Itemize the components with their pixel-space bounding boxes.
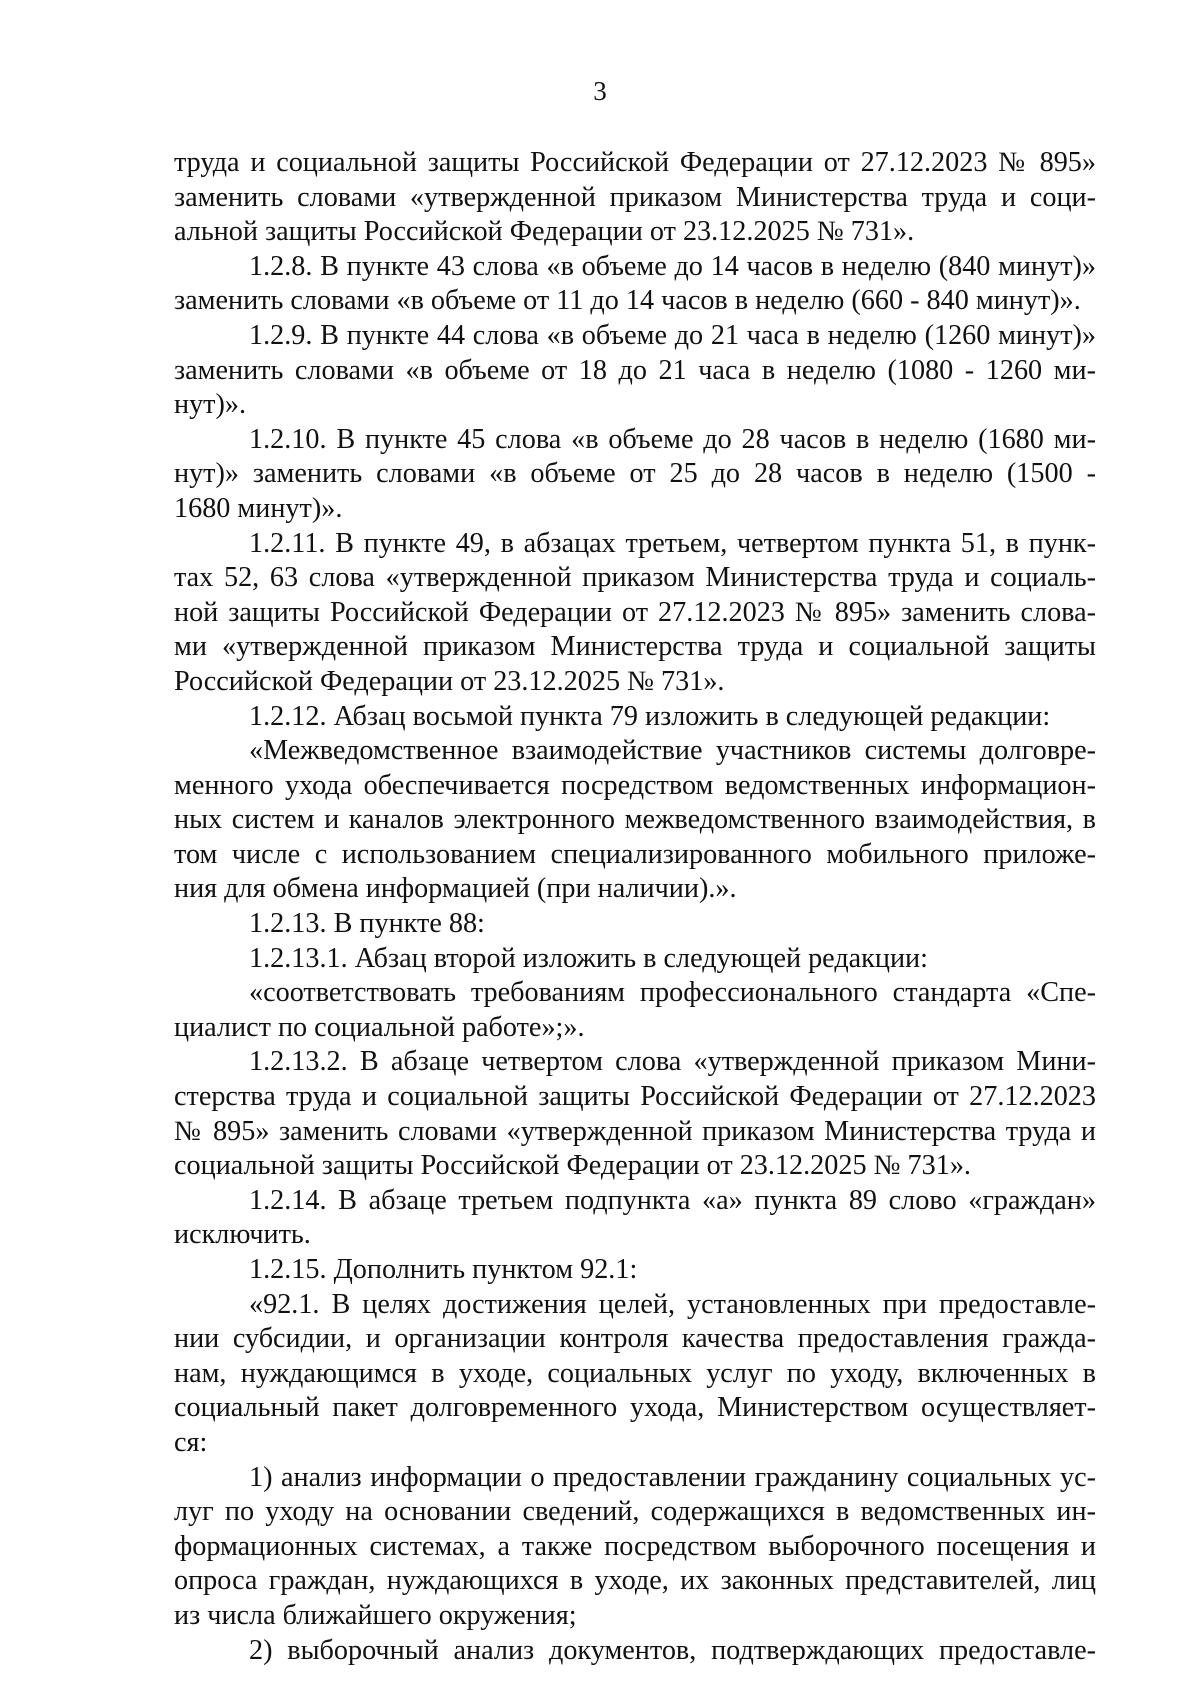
text-line: луг по уходу на основании сведений, содержащихся в ведомственных ин- xyxy=(174,1496,1096,1528)
text-line: из числа ближайшего окружения; xyxy=(174,1599,577,1631)
text-line: ся: xyxy=(174,1426,208,1458)
text-line: том числе с использованием специализированного мобильного приложе- xyxy=(174,838,1096,870)
text-line: формационных системах, а также посредством выборочного посещения и xyxy=(174,1530,1096,1562)
text-line: опроса граждан, нуждающихся в уходе, их законных представителей, лиц xyxy=(174,1565,1096,1597)
text-line: нам, нуждающимся в уходе, социальных услуг по уходу, включенных в xyxy=(174,1357,1096,1389)
text-line: нии субсидии, и организации контроля качества предоставления гражда- xyxy=(174,1323,1096,1355)
text-line: стерства труда и социальной защиты Российской Федерации от 27.12.2023 xyxy=(174,1081,1096,1113)
text-line: 1.2.13. В пункте 88: xyxy=(249,908,485,940)
text-line: 1680 минут)». xyxy=(174,492,343,524)
document-body xyxy=(174,146,1096,1668)
page-number: 3 xyxy=(593,76,607,106)
text-line: 2) выборочный анализ документов, подтверждающих предоставле- xyxy=(249,1634,1096,1666)
text-line: тах 52, 63 слова «утвержденной приказом Министерства труда и социаль- xyxy=(174,562,1096,594)
text-line: 1.2.8. В пункте 43 слова «в объеме до 14 часов в неделю (840 минут)» xyxy=(249,250,1096,282)
text-line: «соответствовать требованиям профессионального стандарта «Спе- xyxy=(249,977,1096,1009)
text-line: заменить словами «утвержденной приказом Министерства труда и соци- xyxy=(174,181,1096,213)
text-line: ми «утвержденной приказом Министерства труда и социальной защиты xyxy=(174,631,1096,663)
text-line: № 895» заменить словами «утвержденной приказом Министерства труда и xyxy=(174,1115,1096,1147)
text-line: «92.1. В целях достижения целей, установленных при предоставле- xyxy=(249,1288,1096,1320)
text-line: 1.2.15. Дополнить пунктом 92.1: xyxy=(249,1254,638,1285)
text-line: исключить. xyxy=(174,1219,311,1251)
text-line: Российской Федерации от 23.12.2025 № 731». xyxy=(174,665,725,697)
text-line: заменить словами «в объеме от 18 до 21 часа в неделю (1080 - 1260 ми- xyxy=(174,354,1096,386)
text-line: ных систем и каналов электронного межведомственного взаимодействия, в xyxy=(174,804,1096,836)
text-line: ния для обмена информацией (при наличии).». xyxy=(174,873,737,905)
text-line: нут)». xyxy=(174,389,247,421)
text-line: 1.2.11. В пункте 49, в абзацах третьем, четвертом пункта 51, в пунк- xyxy=(249,527,1096,559)
text-line: заменить словами «в объеме от 11 до 14 часов в неделю (660 - 840 минут)». xyxy=(174,285,1081,317)
text-line: 1) анализ информации о предоставлении гражданину социальных ус- xyxy=(249,1461,1096,1493)
text-line: 1.2.12. Абзац восьмой пункта 79 изложить в следующей редакции: xyxy=(249,700,1051,732)
text-line: труда и социальной защиты Российской Федерации от 27.12.2023 № 895» xyxy=(174,147,1096,178)
text-line: ной защиты Российской Федерации от 27.12.2023 № 895» заменить слова- xyxy=(174,596,1096,628)
text-line: альной защиты Российской Федерации от 23.12.2025 № 731». xyxy=(174,216,915,248)
text-line: 1.2.13.2. В абзаце четвертом слова «утвержденной приказом Мини- xyxy=(249,1046,1096,1078)
text-line: 1.2.13.1. Абзац второй изложить в следующей редакции: xyxy=(249,942,928,974)
text-line: социальный пакет долговременного ухода, Министерством осуществляет- xyxy=(174,1392,1096,1424)
text-line: нут)» заменить словами «в объеме от 25 до 28 часов в неделю (1500 - xyxy=(174,458,1096,490)
text-line: 1.2.10. В пункте 45 слова «в объеме до 28 часов в неделю (1680 ми- xyxy=(249,423,1096,455)
text-line: циалист по социальной работе»;». xyxy=(174,1011,585,1043)
text-line: менного ухода обеспечивается посредством ведомственных информацион- xyxy=(174,769,1096,801)
text-line: 1.2.9. В пункте 44 слова «в объеме до 21 часа в неделю (1260 минут)» xyxy=(249,319,1096,351)
text-line: социальной защиты Российской Федерации от 23.12.2025 № 731». xyxy=(174,1150,971,1182)
text-line: «Межведомственное взаимодействие участников системы долговре- xyxy=(249,735,1096,767)
text-line: 1.2.14. В абзаце третьем подпункта «а» пункта 89 слово «граждан» xyxy=(249,1184,1096,1216)
